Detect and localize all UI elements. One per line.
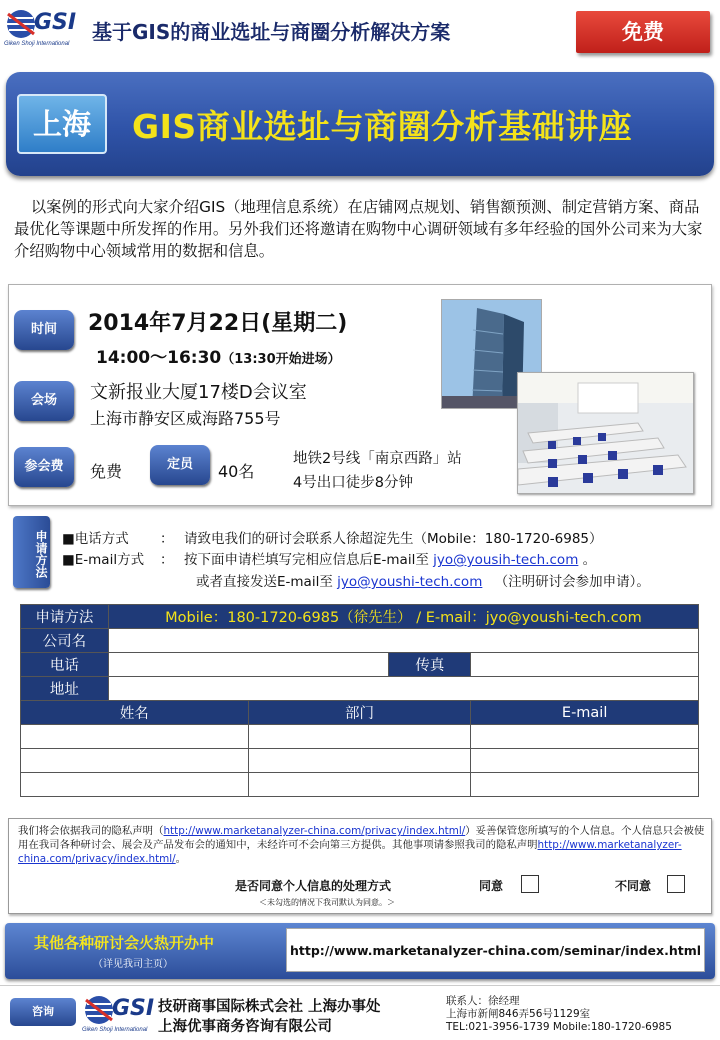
attendee-name-input[interactable] xyxy=(21,749,249,773)
phone-input[interactable] xyxy=(108,653,389,677)
fee-value: 免费 xyxy=(90,462,123,481)
privacy-text-4: 。 xyxy=(175,853,187,865)
consent-note: ＜未勾选的情况下我司默认为同意。＞ xyxy=(259,898,395,907)
intro-paragraph: 以案例的形式向大家介绍GIS（地理信息系统）在店铺网点规划、销售额预测、制定营销方案、商品最优化等课题中所发挥的作用。另外我们还将邀请在购物中心调研领域有多年经验的国外公司来为大家介绍购物中心领域常用的数据和信息。 xyxy=(14,198,703,260)
privacy-text-3: 个人信息只会被使用在我司各种研讨会、展会及产品发布会的通知中，未经许可不会向第三方提供。其他事项请参照我司的隐私声明 xyxy=(18,825,705,851)
form-phone-label: 电话 xyxy=(21,653,109,677)
phone-method-label: ■电话方式 xyxy=(62,531,129,547)
disagree-label: 不同意 xyxy=(615,879,652,893)
city-badge: 上海 xyxy=(17,94,107,154)
privacy-text xyxy=(18,824,708,866)
form-row-phone xyxy=(21,653,699,677)
form-fax-label: 传真 xyxy=(389,653,471,677)
email-method-line1 xyxy=(184,548,596,568)
col-name-header: 姓名 xyxy=(21,701,249,725)
attendee-dept-input[interactable] xyxy=(248,725,471,749)
email-colon: ： xyxy=(160,552,174,568)
attendee-email-input[interactable] xyxy=(471,725,699,749)
email-instruction: 按下面申请栏填写完相应信息后E-mail至 xyxy=(184,552,429,568)
attendee-row xyxy=(21,725,699,749)
form-method-value: Mobile：180-1720-6985（徐先生） / E-mail：jyo@youshi-tech.com xyxy=(108,605,698,629)
disagree-checkbox[interactable] xyxy=(667,875,685,893)
logo-text: GSI xyxy=(34,10,77,35)
venue-name: 文新报业大厦17楼D会议室 xyxy=(90,382,307,403)
form-row-company xyxy=(21,629,699,653)
privacy-box xyxy=(8,818,712,914)
page-top-title: 基于GIS的商业选址与商圈分析解决方案 xyxy=(92,20,451,44)
email-note: （注明研讨会参加申请）。 xyxy=(494,574,650,590)
email-link-1[interactable]: jyo@yousih-tech.com xyxy=(433,552,579,568)
form-company-label: 公司名 xyxy=(21,629,109,653)
metro-line-1: 地铁2号线「南京西路」站 xyxy=(293,451,462,467)
time-label-pill: 时间 xyxy=(14,310,74,350)
event-date: 2014年7月22日(星期二) xyxy=(88,311,348,336)
fax-input[interactable] xyxy=(471,653,699,677)
company-input[interactable] xyxy=(108,629,698,653)
contact-person: 联系人：徐经理 xyxy=(446,995,520,1007)
privacy-link-2[interactable]: http://www.marketanalyzer-china.com/privacy/index.html/ xyxy=(18,839,682,865)
application-form xyxy=(20,604,699,797)
footer-logo-subtitle: Giken Shoji International xyxy=(82,1027,148,1033)
email-link-2[interactable]: jyo@youshi-tech.com xyxy=(337,574,483,590)
agree-label: 同意 xyxy=(479,879,504,893)
privacy-text-2: ）妥善保管您所填写的个人信息。 xyxy=(465,825,622,837)
col-dept-header: 部门 xyxy=(248,701,471,725)
event-time xyxy=(96,343,341,368)
form-attendee-header xyxy=(21,701,699,725)
attendee-dept-input[interactable] xyxy=(248,749,471,773)
metro-line-2: 4号出口徒步8分钟 xyxy=(293,475,413,491)
form-row-address xyxy=(21,677,699,701)
footer-logo-text: GSI xyxy=(112,996,155,1021)
promo-subline: （详见我司主页） xyxy=(93,959,173,970)
col-email-header: E-mail xyxy=(471,701,699,725)
capacity-label-pill: 定员 xyxy=(150,445,210,485)
event-time-note: （13:30开始进场） xyxy=(221,352,341,367)
contact-address: 上海市新闸846弄56号1129室 xyxy=(446,1008,591,1020)
email-method-line2 xyxy=(196,570,650,590)
contact-tel: TEL:021-3956-1739 Mobile:180-1720-6985 xyxy=(446,1021,672,1033)
consent-question: 是否同意个人信息的处理方式 xyxy=(235,879,392,893)
consult-label: 咨询 xyxy=(10,998,76,1026)
email-end: 。 xyxy=(582,552,597,568)
attendee-dept-input[interactable] xyxy=(248,773,471,797)
phone-colon: ： xyxy=(160,531,174,547)
address-input[interactable] xyxy=(108,677,698,701)
free-badge: 免费 xyxy=(576,11,710,53)
meeting-room-photo xyxy=(517,372,694,494)
privacy-link-1[interactable]: http://www.marketanalyzer-china.com/privacy/index.html/ xyxy=(163,825,466,837)
email-method-label: ■E-mail方式 xyxy=(62,552,145,568)
company-logo xyxy=(4,8,78,47)
attendee-email-input[interactable] xyxy=(471,749,699,773)
form-row-method xyxy=(21,605,699,629)
form-method-label: 申请方法 xyxy=(21,605,109,629)
event-time-range: 14:00～16:30 xyxy=(96,348,222,368)
seminar-title: GIS商业选址与商圈分析基础讲座 xyxy=(132,107,633,146)
attendee-row xyxy=(21,773,699,797)
venue-label-pill: 会场 xyxy=(14,381,74,421)
attendee-name-input[interactable] xyxy=(21,773,249,797)
seminar-url-link[interactable]: http://www.marketanalyzer-china.com/seminar/index.html xyxy=(286,928,705,972)
fee-label-pill: 参会费 xyxy=(14,447,74,487)
apply-method-tab: 申请方法 xyxy=(13,516,50,588)
metro-directions xyxy=(293,447,462,495)
company-name-2: 上海优事商务咨询有限公司 xyxy=(158,1019,332,1035)
attendee-email-input[interactable] xyxy=(471,773,699,797)
promo-headline: 其他各种研讨会火热开办中 xyxy=(34,934,215,952)
company-name-1: 技研商事国际株式会社 上海办事处 xyxy=(158,999,381,1015)
attendee-name-input[interactable] xyxy=(21,725,249,749)
logo-subtitle: Giken Shoji International xyxy=(4,41,70,47)
agree-checkbox[interactable] xyxy=(521,875,539,893)
venue-address: 上海市静安区威海路755号 xyxy=(90,409,281,428)
attendee-row xyxy=(21,749,699,773)
capacity-value: 40名 xyxy=(218,462,255,481)
privacy-text-1: 我们将会依据我司的隐私声明（ xyxy=(18,825,164,837)
form-address-label: 地址 xyxy=(21,677,109,701)
phone-method-text: 请致电我们的研讨会联系人徐超淀先生（Mobile：180-1720-6985） xyxy=(184,531,603,547)
footer-logo xyxy=(82,994,156,1033)
footer-divider xyxy=(0,985,720,986)
email-direct-text: 或者直接发送E-mail至 xyxy=(196,574,333,590)
